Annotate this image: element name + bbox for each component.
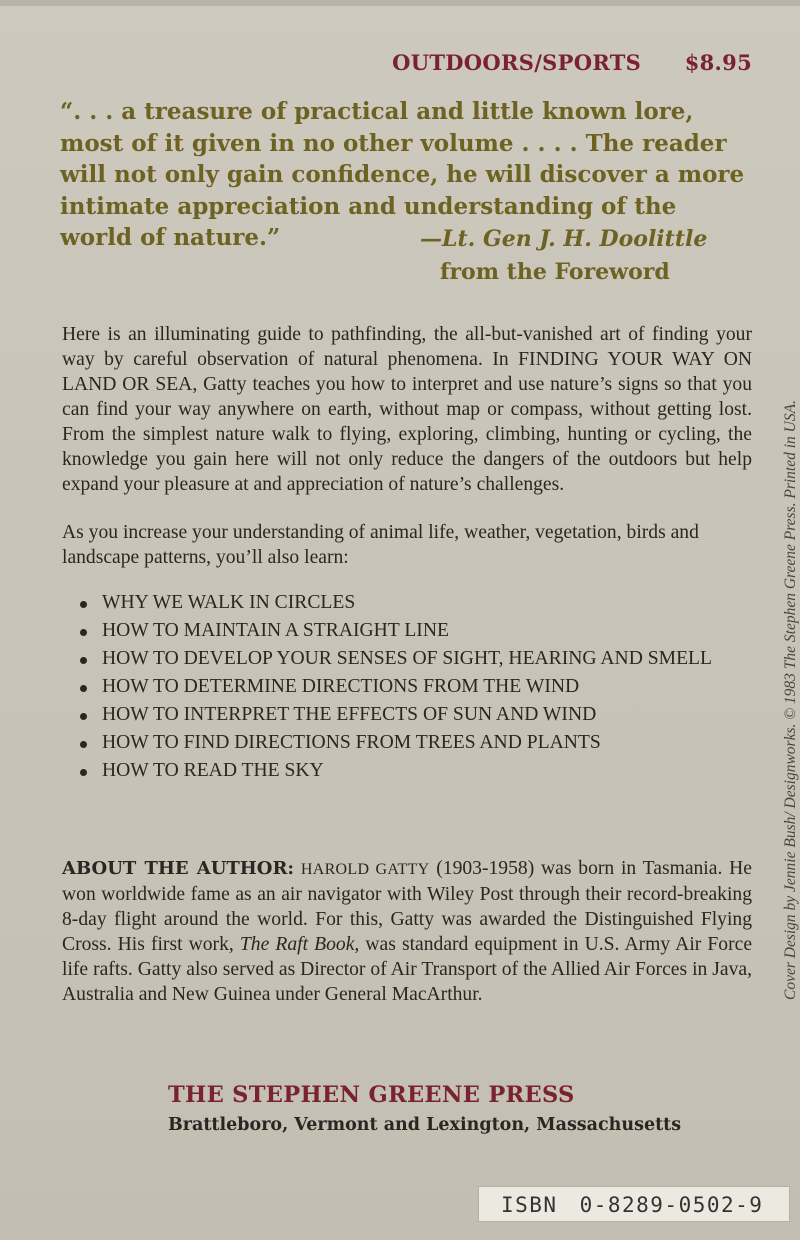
list-item: HOW TO DETERMINE DIRECTIONS FROM THE WIND xyxy=(78,674,738,699)
cover-credit: Cover Design by Jennie Bush/ Designworks. © 1983 The Stephen Greene Press. Printed in USA. xyxy=(782,400,799,1000)
about-author xyxy=(62,856,752,1007)
bullet-icon xyxy=(80,713,87,720)
about-text-1: (1903-1958) was born in Tasmania. He won worldwide fame as an air navigator with Wiley Post through their record-breaking 8-day flight around the world. For this, Gatty was awarded the Distinguished Flying Cross. His first work, xyxy=(62,858,752,955)
about-text-2: was standard equipment in U.S. Army Air Force life rafts. Gatty also served as Director of Air Transport of the Allied Air Forces in Java, Australia and New Guinea under General MacArthur. xyxy=(62,934,753,1005)
isbn-label xyxy=(478,1186,790,1222)
list-item: WHY WE WALK IN CIRCLES xyxy=(78,590,738,615)
price-label: $8.95 xyxy=(684,50,752,75)
isbn-number: 0-8289-0502-9 xyxy=(579,1193,764,1217)
bullet-icon xyxy=(80,769,87,776)
book-title: The Raft Book, xyxy=(239,934,360,955)
quote-source: from the Foreword xyxy=(440,259,670,285)
list-item: HOW TO READ THE SKY xyxy=(78,758,738,783)
bullet-icon xyxy=(80,657,87,664)
bullet-icon xyxy=(80,601,87,608)
foreword-quote: “. . . a treasure of practical and little known lore, most of it given in no other volume . . . . The reader will not only gain confidence, he will discover a more intimate appreciation and understanding of the world of nature.” xyxy=(60,98,745,251)
category-label: OUTDOORS/SPORTS xyxy=(392,50,642,75)
list-item: HOW TO MAINTAIN A STRAIGHT LINE xyxy=(78,618,738,643)
author-name: HAROLD GATTY xyxy=(300,861,430,878)
list-item: HOW TO INTERPRET THE EFFECTS OF SUN AND WIND xyxy=(78,702,738,727)
category-price-line xyxy=(392,50,752,75)
bullet-icon xyxy=(80,741,87,748)
list-item: HOW TO FIND DIRECTIONS FROM TREES AND PLANTS xyxy=(78,730,738,755)
about-heading: ABOUT THE AUTHOR: xyxy=(62,858,295,879)
quote-author: —Lt. Gen J. H. Doolittle xyxy=(420,226,708,252)
bullet-icon xyxy=(80,685,87,692)
bullet-icon xyxy=(80,629,87,636)
description-paragraph-2: As you increase your understanding of animal life, weather, vegetation, birds and landscape patterns, you’ll also learn: xyxy=(62,522,699,568)
publisher-location: Brattleboro, Vermont and Lexington, Massachusetts xyxy=(168,1115,682,1135)
list-item: HOW TO DEVELOP YOUR SENSES OF SIGHT, HEARING AND SMELL xyxy=(78,646,738,671)
cover-top-edge xyxy=(0,0,800,6)
quote-attribution xyxy=(330,223,750,289)
isbn-prefix: ISBN xyxy=(501,1193,558,1217)
learn-list xyxy=(78,590,738,786)
description-paragraph-1: Here is an illuminating guide to pathfinding, the all-but-vanished art of finding your way by careful observation of natural phenomena. In FINDING YOUR WAY ON LAND OR SEA, Gatty teaches you how to interpret and use nature’s signs so that you can find your way anywhere on earth, without map or compass, without getting lost. From the simplest nature walk to flying, exploring, climbing, hunting or cycling, the knowledge you gain here will not only reduce the dangers of the outdoors but help expand your pleasure at and appreciation of nature’s challenges. xyxy=(62,324,752,495)
publisher-name: THE STEPHEN GREENE PRESS xyxy=(168,1082,575,1108)
